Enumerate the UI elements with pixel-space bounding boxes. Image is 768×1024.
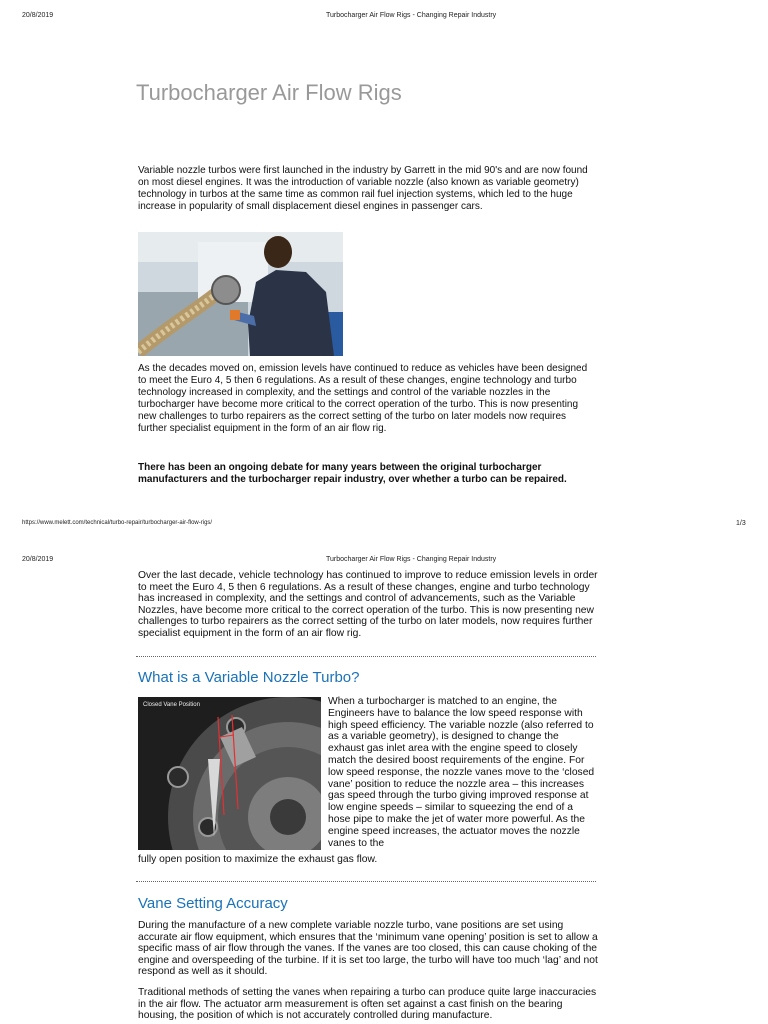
section-divider: [136, 881, 596, 882]
technician-photo: [138, 232, 343, 356]
variable-nozzle-paragraph-tail: fully open position to maximize the exhaust gas flow.: [138, 854, 378, 865]
header-date: 20/8/2019: [22, 12, 54, 19]
section-heading-variable-nozzle: What is a Variable Nozzle Turbo?: [138, 669, 360, 686]
vane-setting-paragraph-2: Traditional methods of setting the vanes when repairing a turbo can produce quite large inaccuracies in the air flow. The actuator arm measurement is often set against a cast finish on the bearing housing, the position of which is not accurately controlled during manufacture.: [138, 987, 597, 1022]
technician-photo-illustration: [138, 232, 343, 356]
closed-vane-illustration: [138, 697, 321, 850]
page-break: [0, 540, 768, 548]
footer-url[interactable]: https://www.melett.com/technical/turbo-repair/turbocharger-air-flow-rigs/: [22, 520, 213, 526]
section-divider: [136, 656, 596, 657]
header-date: 20/8/2019: [22, 556, 54, 563]
header-title: Turbocharger Air Flow Rigs - Changing Repair Industry: [326, 556, 497, 563]
closed-vane-photo: [138, 697, 321, 850]
image-caption: Closed Vane Position: [143, 702, 200, 708]
debate-paragraph: There has been an ongoing debate for many years between the original turbocharger manufacturers and the turbocharger repair industry, over whether a turbo can be repaired.: [138, 462, 567, 485]
page-title: Turbocharger Air Flow Rigs: [136, 80, 402, 105]
footer-page-number: 1/3: [736, 520, 746, 527]
intro-paragraph: Variable nozzle turbos were first launched in the industry by Garrett in the mid 90's and are now found on most diesel engines. It was the introduction of variable nozzle (also known as variable geometry) technology in turbos at the same time as common rail fuel injection systems, which led to the huge increase in popularity of small displacement diesel engines in passenger cars.: [138, 165, 588, 212]
section-heading-vane-setting: Vane Setting Accuracy: [138, 895, 288, 912]
decades-paragraph: As the decades moved on, emission levels have continued to reduce as vehicles have been designed to meet the Euro 4, 5 then 6 regulations. As a result of these changes, engine technology and turbo technology increased in complexity, and the settings and control of the variable nozzles in the turbocharger have become more critical to the correct operation of the turbo. This is now presenting new challenges to turbo repairers as the correct setting of the turbo on later models now requires further specialist equipment in the form of an air flow rig.: [138, 363, 588, 434]
variable-nozzle-paragraph: When a turbocharger is matched to an engine, the Engineers have to balance the low speed response with high speed efficiency. The variable nozzle (also referred to as a variable geometry), is designed to change the exhaust gas inlet area with the engine speed to closely match the desired boost requirements of the engine. For low speed response, the nozzle vanes move to the ‘closed vane’ position to reduce the nozzle area – this increases gas speed through the turbo giving improved response at low engine speeds – similar to squeezing the end of a hose pipe to make the jet of water more powerful. As the engine speed increases, the actuator moves the nozzle vanes to the: [328, 696, 595, 849]
header-title: Turbocharger Air Flow Rigs - Changing Repair Industry: [326, 12, 497, 19]
intro-paragraph: Over the last decade, vehicle technology has continued to improve to reduce emission levels in order to meet the Euro 4, 5 then 6 regulations. As a result of these changes, engine and turbo technology has increased in complexity, and the settings and control of advancements, such as the Variable Nozzles, have become more critical to the correct operation of the turbo. This is now presenting new challenges to turbo repairers as the correct setting of the turbo on later models, now requires further specialist equipment in the form of an air flow rig.: [138, 570, 598, 639]
vane-setting-paragraph-1: During the manufacture of a new complete variable nozzle turbo, vane positions are set using accurate air flow equipment, which ensures that the ‘minimum vane opening’ position is set to allow a specific mass of air flow through the vanes. If the vanes are too closed, this can cause choking of the engine and overspeeding of the turbine. If it is set too large, the turbo will have too much ‘lag’ and not respond as well as it should.: [138, 920, 598, 978]
